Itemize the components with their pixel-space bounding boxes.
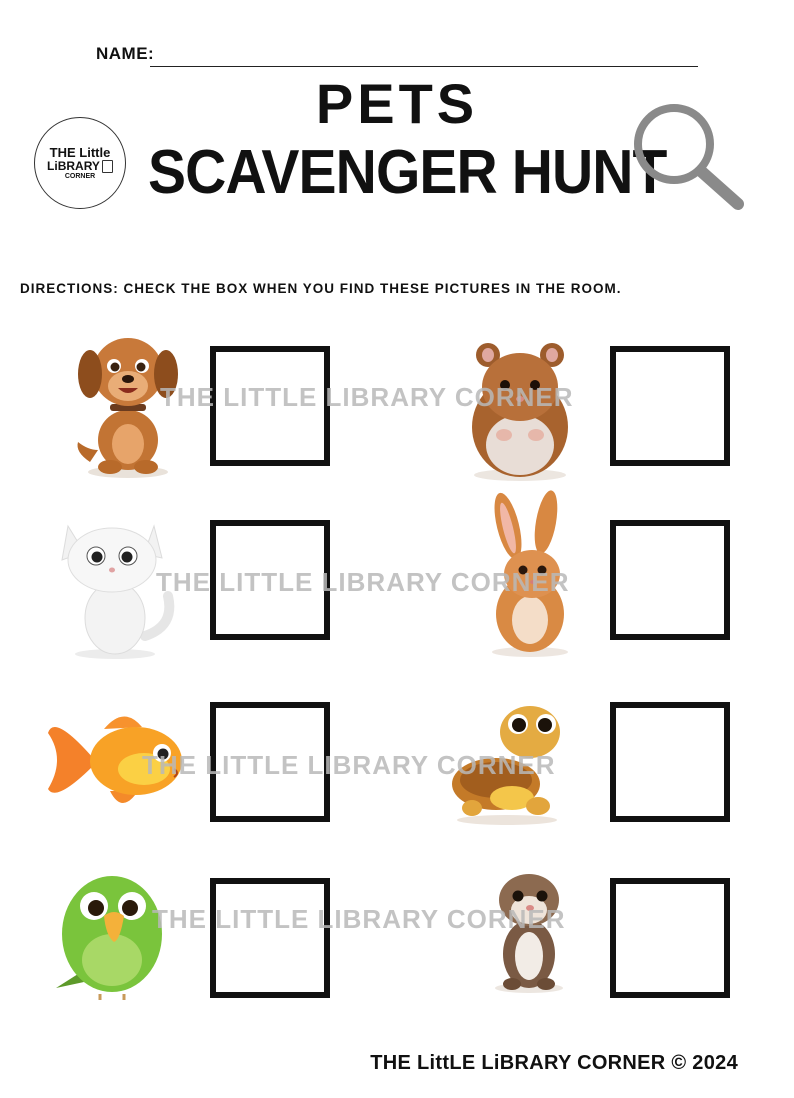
checkbox-rabbit[interactable] (610, 520, 730, 640)
watermark-row-2: THE LITTLE LIBRARY CORNER (156, 567, 570, 597)
logo-line-3: CORNER (64, 172, 96, 180)
name-label: NAME: (96, 44, 155, 63)
watermark-row-4: THE LITTLE LIBRARY CORNER (152, 904, 566, 934)
logo-line-1: THE Little (49, 145, 111, 160)
checkbox-parrot[interactable] (210, 878, 330, 998)
title-scavenger-hunt: SCAVENGER HUNT (148, 138, 667, 207)
watermark-row-1: THE LITTLE LIBRARY CORNER (160, 382, 574, 412)
directions-text: DIRECTIONS: CHECK THE BOX WHEN YOU FIND THESE PICTURES IN THE ROOM. (20, 281, 622, 296)
title-pets: PETS (315, 72, 479, 135)
watermark-row-3: THE LITTLE LIBRARY CORNER (142, 750, 556, 780)
checkbox-ferret[interactable] (610, 878, 730, 998)
footer-copyright: THE LittLE LiBRARY CORNER © 2024 (370, 1052, 738, 1074)
book-icon (102, 160, 113, 173)
magnifying-glass-icon (630, 100, 750, 215)
checkbox-hamster[interactable] (610, 346, 730, 466)
checkbox-turtle[interactable] (610, 702, 730, 822)
name-field-line[interactable] (150, 66, 698, 67)
logo-line-2: LiBRARY (47, 158, 100, 173)
